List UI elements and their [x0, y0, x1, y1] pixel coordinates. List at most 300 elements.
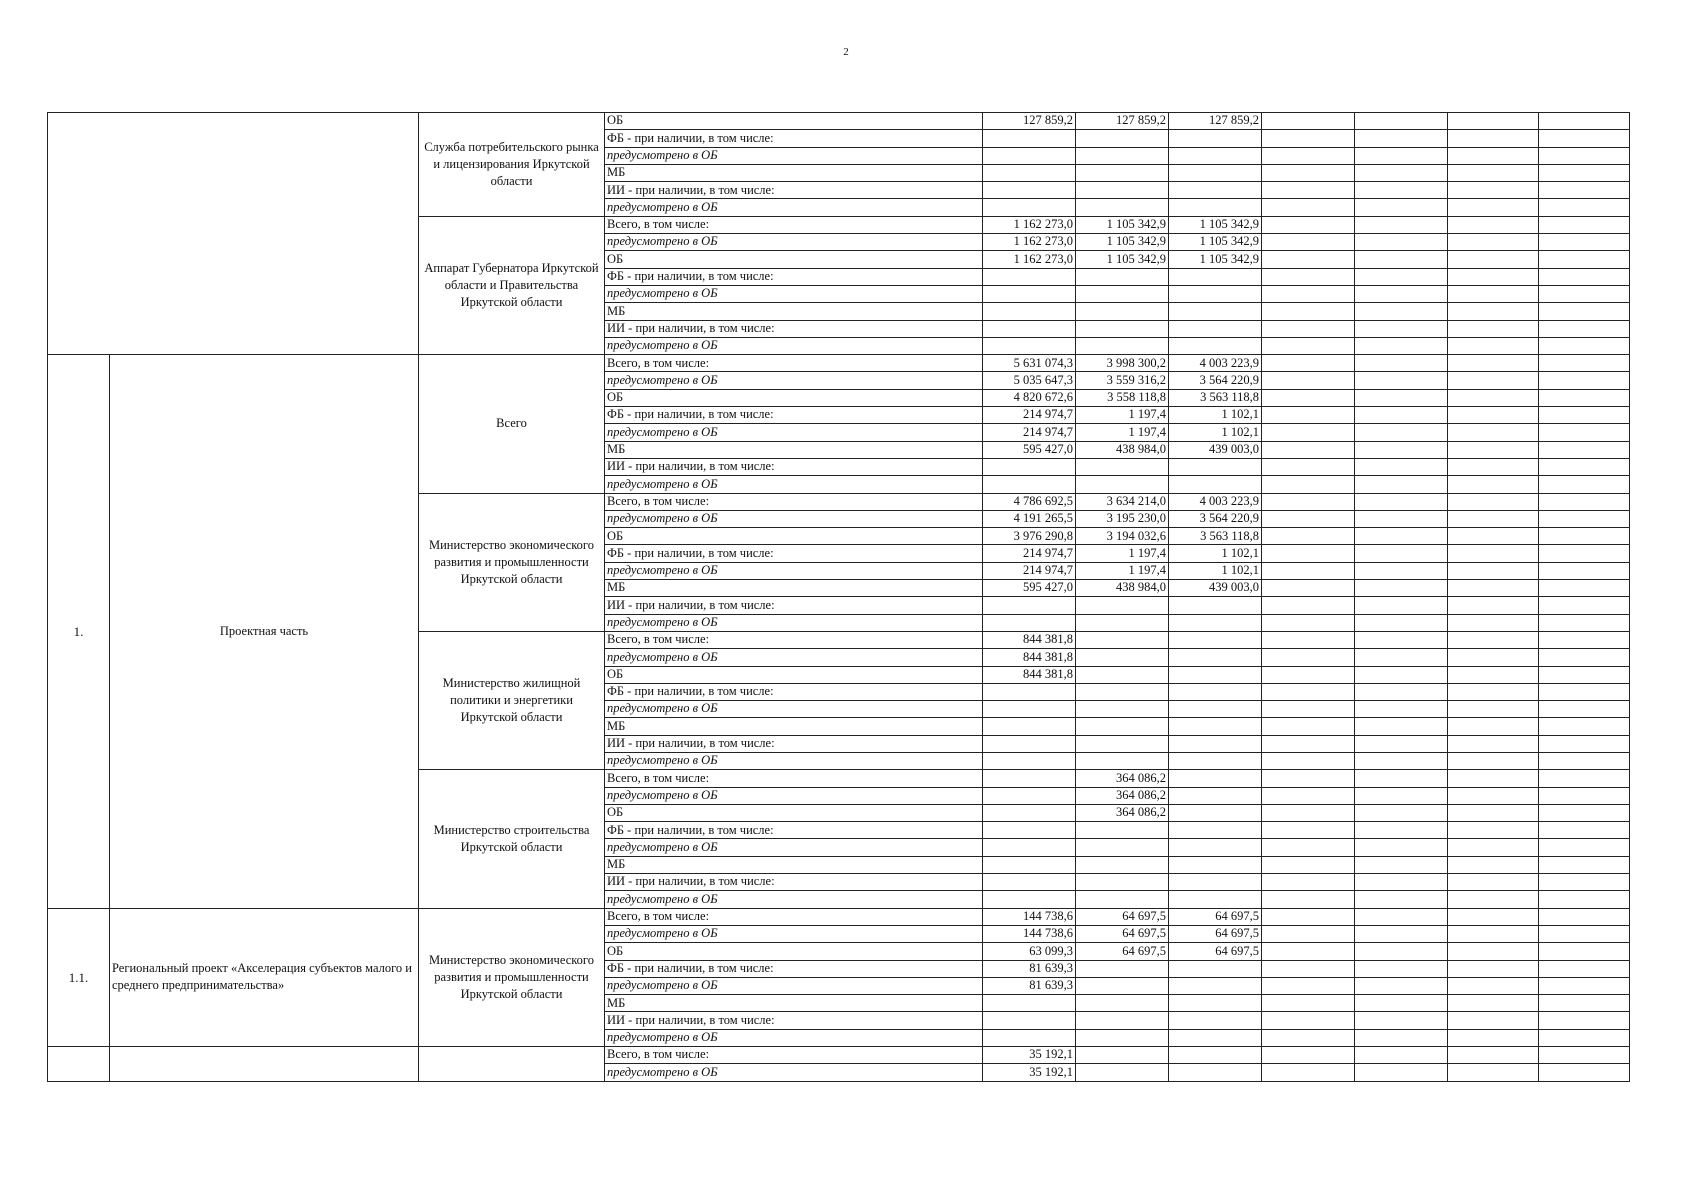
- empty-amount-cell: [1262, 839, 1355, 856]
- empty-amount-cell: [1448, 718, 1539, 735]
- funding-source: ФБ - при наличии, в том числе:: [605, 407, 983, 424]
- amount-cell: 5 035 647,3: [983, 372, 1076, 389]
- empty-amount-cell: [1262, 182, 1355, 199]
- amount-cell: [1169, 718, 1262, 735]
- empty-amount-cell: [1539, 891, 1630, 908]
- empty-amount-cell: [1448, 476, 1539, 493]
- amount-cell: [1169, 683, 1262, 700]
- empty-amount-cell: [1262, 666, 1355, 683]
- funding-source: предусмотрено в ОБ: [605, 337, 983, 354]
- empty-amount-cell: [1539, 251, 1630, 268]
- empty-amount-cell: [1448, 960, 1539, 977]
- empty-amount-cell: [1448, 580, 1539, 597]
- amount-cell: 1 197,4: [1076, 562, 1169, 579]
- empty-amount-cell: [1262, 891, 1355, 908]
- empty-amount-cell: [1355, 614, 1448, 631]
- empty-amount-cell: [1539, 874, 1630, 891]
- amount-cell: [1076, 476, 1169, 493]
- empty-amount-cell: [1539, 770, 1630, 787]
- empty-amount-cell: [1539, 441, 1630, 458]
- amount-cell: 5 631 074,3: [983, 355, 1076, 372]
- empty-amount-cell: [1262, 355, 1355, 372]
- empty-amount-cell: [1448, 320, 1539, 337]
- amount-cell: [1169, 822, 1262, 839]
- empty-amount-cell: [1448, 770, 1539, 787]
- empty-amount-cell: [1448, 337, 1539, 354]
- empty-amount-cell: [1448, 977, 1539, 994]
- empty-amount-cell: [1448, 804, 1539, 821]
- amount-cell: 63 099,3: [983, 943, 1076, 960]
- empty-amount-cell: [1355, 787, 1448, 804]
- amount-cell: [983, 891, 1076, 908]
- empty-amount-cell: [1355, 683, 1448, 700]
- amount-cell: [1169, 770, 1262, 787]
- empty-amount-cell: [1448, 113, 1539, 130]
- amount-cell: [1169, 891, 1262, 908]
- item-name: Проектная часть: [110, 355, 419, 909]
- amount-cell: 1 105 342,9: [1169, 216, 1262, 233]
- amount-cell: 4 003 223,9: [1169, 493, 1262, 510]
- amount-cell: 214 974,7: [983, 545, 1076, 562]
- empty-amount-cell: [1539, 355, 1630, 372]
- executor-name: Министерство жилищной политики и энергетики Иркутской области: [419, 631, 605, 769]
- amount-cell: 1 162 273,0: [983, 251, 1076, 268]
- empty-amount-cell: [1448, 1047, 1539, 1064]
- amount-cell: 1 162 273,0: [983, 234, 1076, 251]
- amount-cell: 844 381,8: [983, 666, 1076, 683]
- amount-cell: 1 162 273,0: [983, 216, 1076, 233]
- funding-source: предусмотрено в ОБ: [605, 234, 983, 251]
- empty-amount-cell: [1448, 1064, 1539, 1081]
- executor-name: Министерство экономического развития и промышленности Иркутской области: [419, 908, 605, 1046]
- amount-cell: [1076, 1047, 1169, 1064]
- empty-amount-cell: [1355, 1012, 1448, 1029]
- empty-amount-cell: [1448, 1012, 1539, 1029]
- empty-amount-cell: [1355, 182, 1448, 199]
- empty-amount-cell: [1355, 424, 1448, 441]
- empty-amount-cell: [1262, 303, 1355, 320]
- empty-amount-cell: [1448, 701, 1539, 718]
- amount-cell: [1076, 631, 1169, 648]
- empty-amount-cell: [1355, 199, 1448, 216]
- amount-cell: [1169, 199, 1262, 216]
- amount-cell: 1 105 342,9: [1169, 234, 1262, 251]
- empty-amount-cell: [1355, 995, 1448, 1012]
- executor-name: Служба потребительского рынка и лицензирования Иркутской области: [419, 113, 605, 217]
- funding-source: ИИ - при наличии, в том числе:: [605, 320, 983, 337]
- amount-cell: [1169, 164, 1262, 181]
- empty-amount-cell: [1262, 372, 1355, 389]
- amount-cell: [1169, 960, 1262, 977]
- amount-cell: 364 086,2: [1076, 787, 1169, 804]
- amount-cell: 144 738,6: [983, 925, 1076, 942]
- empty-amount-cell: [1539, 216, 1630, 233]
- amount-cell: [1076, 303, 1169, 320]
- amount-cell: 4 786 692,5: [983, 493, 1076, 510]
- amount-cell: 364 086,2: [1076, 770, 1169, 787]
- funding-source: МБ: [605, 441, 983, 458]
- funding-source: предусмотрено в ОБ: [605, 372, 983, 389]
- empty-amount-cell: [1355, 977, 1448, 994]
- amount-cell: [1169, 182, 1262, 199]
- empty-amount-cell: [1355, 701, 1448, 718]
- amount-cell: 439 003,0: [1169, 580, 1262, 597]
- empty-amount-cell: [1262, 164, 1355, 181]
- funding-source: Всего, в том числе:: [605, 1047, 983, 1064]
- empty-amount-cell: [1539, 839, 1630, 856]
- empty-amount-cell: [1539, 580, 1630, 597]
- empty-amount-cell: [1355, 1047, 1448, 1064]
- amount-cell: [983, 1012, 1076, 1029]
- empty-amount-cell: [1262, 822, 1355, 839]
- empty-amount-cell: [1539, 476, 1630, 493]
- amount-cell: 1 102,1: [1169, 545, 1262, 562]
- empty-amount-cell: [1448, 562, 1539, 579]
- amount-cell: 4 191 265,5: [983, 510, 1076, 527]
- funding-source: ОБ: [605, 528, 983, 545]
- funding-source: МБ: [605, 718, 983, 735]
- empty-amount-cell: [1448, 822, 1539, 839]
- empty-amount-cell: [1539, 407, 1630, 424]
- empty-amount-cell: [1355, 856, 1448, 873]
- empty-amount-cell: [1539, 735, 1630, 752]
- funding-source: ИИ - при наличии, в том числе:: [605, 458, 983, 475]
- empty-amount-cell: [1355, 597, 1448, 614]
- amount-cell: [1169, 874, 1262, 891]
- empty-amount-cell: [1262, 735, 1355, 752]
- empty-amount-cell: [1539, 510, 1630, 527]
- empty-amount-cell: [1448, 649, 1539, 666]
- empty-amount-cell: [1355, 1029, 1448, 1046]
- funding-source: ИИ - при наличии, в том числе:: [605, 874, 983, 891]
- empty-amount-cell: [1539, 752, 1630, 769]
- empty-amount-cell: [1448, 943, 1539, 960]
- empty-amount-cell: [1355, 631, 1448, 648]
- amount-cell: [1076, 164, 1169, 181]
- empty-amount-cell: [1448, 683, 1539, 700]
- empty-amount-cell: [1539, 147, 1630, 164]
- empty-amount-cell: [1355, 355, 1448, 372]
- empty-amount-cell: [1262, 268, 1355, 285]
- empty-amount-cell: [1539, 1012, 1630, 1029]
- empty-amount-cell: [1539, 960, 1630, 977]
- executor-name: [419, 1047, 605, 1082]
- funding-source: Всего, в том числе:: [605, 493, 983, 510]
- amount-cell: 3 976 290,8: [983, 528, 1076, 545]
- empty-amount-cell: [1539, 804, 1630, 821]
- funding-source: ФБ - при наличии, в том числе:: [605, 683, 983, 700]
- empty-amount-cell: [1355, 874, 1448, 891]
- amount-cell: [1076, 701, 1169, 718]
- empty-amount-cell: [1262, 389, 1355, 406]
- amount-cell: [1076, 995, 1169, 1012]
- amount-cell: [1076, 614, 1169, 631]
- funding-source: предусмотрено в ОБ: [605, 614, 983, 631]
- amount-cell: [983, 839, 1076, 856]
- empty-amount-cell: [1448, 130, 1539, 147]
- empty-amount-cell: [1262, 597, 1355, 614]
- funding-source: МБ: [605, 856, 983, 873]
- empty-amount-cell: [1539, 493, 1630, 510]
- amount-cell: [983, 268, 1076, 285]
- empty-amount-cell: [1355, 666, 1448, 683]
- empty-amount-cell: [1448, 891, 1539, 908]
- empty-amount-cell: [1539, 925, 1630, 942]
- empty-amount-cell: [1262, 251, 1355, 268]
- amount-cell: 64 697,5: [1169, 908, 1262, 925]
- amount-cell: [983, 130, 1076, 147]
- empty-amount-cell: [1539, 164, 1630, 181]
- empty-amount-cell: [1355, 891, 1448, 908]
- empty-amount-cell: [1448, 752, 1539, 769]
- amount-cell: 1 197,4: [1076, 424, 1169, 441]
- amount-cell: 595 427,0: [983, 580, 1076, 597]
- item-name: Региональный проект «Акселерация субъектов малого и среднего предпринимательства»: [110, 908, 419, 1046]
- empty-amount-cell: [1448, 147, 1539, 164]
- empty-amount-cell: [1448, 424, 1539, 441]
- empty-amount-cell: [1262, 856, 1355, 873]
- funding-source: предусмотрено в ОБ: [605, 701, 983, 718]
- empty-amount-cell: [1448, 268, 1539, 285]
- amount-cell: [1169, 1029, 1262, 1046]
- amount-cell: 35 192,1: [983, 1064, 1076, 1081]
- empty-amount-cell: [1448, 528, 1539, 545]
- empty-amount-cell: [1355, 337, 1448, 354]
- amount-cell: [1169, 995, 1262, 1012]
- empty-amount-cell: [1448, 925, 1539, 942]
- amount-cell: [1169, 337, 1262, 354]
- amount-cell: [1076, 199, 1169, 216]
- amount-cell: 3 559 316,2: [1076, 372, 1169, 389]
- budget-table: [47, 112, 1630, 1082]
- amount-cell: 127 859,2: [1076, 113, 1169, 130]
- amount-cell: 3 998 300,2: [1076, 355, 1169, 372]
- amount-cell: [1169, 839, 1262, 856]
- amount-cell: 1 105 342,9: [1076, 216, 1169, 233]
- empty-amount-cell: [1355, 407, 1448, 424]
- empty-amount-cell: [1448, 545, 1539, 562]
- empty-amount-cell: [1539, 562, 1630, 579]
- amount-cell: [1076, 1029, 1169, 1046]
- amount-cell: 4 820 672,6: [983, 389, 1076, 406]
- empty-amount-cell: [1448, 614, 1539, 631]
- amount-cell: 1 105 342,9: [1169, 251, 1262, 268]
- empty-amount-cell: [1355, 164, 1448, 181]
- empty-amount-cell: [1355, 718, 1448, 735]
- empty-amount-cell: [1355, 130, 1448, 147]
- amount-cell: 438 984,0: [1076, 441, 1169, 458]
- amount-cell: [983, 735, 1076, 752]
- amount-cell: [983, 856, 1076, 873]
- empty-amount-cell: [1355, 528, 1448, 545]
- empty-amount-cell: [1448, 458, 1539, 475]
- empty-amount-cell: [1448, 908, 1539, 925]
- amount-cell: 127 859,2: [1169, 113, 1262, 130]
- amount-cell: [1169, 977, 1262, 994]
- amount-cell: [983, 683, 1076, 700]
- empty-amount-cell: [1262, 908, 1355, 925]
- funding-source: предусмотрено в ОБ: [605, 925, 983, 942]
- empty-amount-cell: [1448, 631, 1539, 648]
- amount-cell: [983, 285, 1076, 302]
- empty-amount-cell: [1262, 130, 1355, 147]
- empty-amount-cell: [1355, 441, 1448, 458]
- amount-cell: [983, 147, 1076, 164]
- funding-source: Всего, в том числе:: [605, 908, 983, 925]
- amount-cell: [983, 303, 1076, 320]
- empty-amount-cell: [1262, 752, 1355, 769]
- table-row: [48, 113, 1630, 130]
- amount-cell: [1076, 822, 1169, 839]
- empty-amount-cell: [1262, 580, 1355, 597]
- empty-amount-cell: [1448, 787, 1539, 804]
- amount-cell: [983, 182, 1076, 199]
- empty-amount-cell: [1539, 614, 1630, 631]
- amount-cell: [1169, 1047, 1262, 1064]
- empty-amount-cell: [1262, 476, 1355, 493]
- amount-cell: [983, 804, 1076, 821]
- amount-cell: [1169, 787, 1262, 804]
- amount-cell: [1169, 268, 1262, 285]
- amount-cell: 3 563 118,8: [1169, 528, 1262, 545]
- funding-source: предусмотрено в ОБ: [605, 1064, 983, 1081]
- amount-cell: [983, 718, 1076, 735]
- amount-cell: 64 697,5: [1169, 943, 1262, 960]
- amount-cell: 64 697,5: [1076, 908, 1169, 925]
- empty-amount-cell: [1539, 303, 1630, 320]
- amount-cell: [1076, 320, 1169, 337]
- funding-source: Всего, в том числе:: [605, 631, 983, 648]
- empty-amount-cell: [1448, 251, 1539, 268]
- amount-cell: [983, 614, 1076, 631]
- empty-amount-cell: [1448, 216, 1539, 233]
- empty-amount-cell: [1539, 389, 1630, 406]
- empty-amount-cell: [1539, 649, 1630, 666]
- empty-amount-cell: [1539, 995, 1630, 1012]
- empty-amount-cell: [1355, 943, 1448, 960]
- empty-amount-cell: [1448, 355, 1539, 372]
- funding-source: ИИ - при наличии, в том числе:: [605, 182, 983, 199]
- empty-amount-cell: [1262, 147, 1355, 164]
- amount-cell: [1169, 666, 1262, 683]
- empty-amount-cell: [1262, 874, 1355, 891]
- empty-amount-cell: [1355, 804, 1448, 821]
- empty-amount-cell: [1262, 1029, 1355, 1046]
- empty-amount-cell: [1355, 822, 1448, 839]
- amount-cell: [1169, 458, 1262, 475]
- funding-source: предусмотрено в ОБ: [605, 1029, 983, 1046]
- empty-amount-cell: [1448, 493, 1539, 510]
- empty-amount-cell: [1262, 234, 1355, 251]
- empty-amount-cell: [1448, 372, 1539, 389]
- empty-amount-cell: [1539, 337, 1630, 354]
- funding-source: МБ: [605, 995, 983, 1012]
- amount-cell: [1076, 735, 1169, 752]
- amount-cell: [983, 320, 1076, 337]
- funding-source: ФБ - при наличии, в том числе:: [605, 960, 983, 977]
- budget-table-body: [48, 113, 1630, 1082]
- empty-amount-cell: [1539, 1047, 1630, 1064]
- empty-amount-cell: [1355, 234, 1448, 251]
- empty-amount-cell: [1355, 545, 1448, 562]
- empty-amount-cell: [1355, 562, 1448, 579]
- amount-cell: [1076, 977, 1169, 994]
- empty-amount-cell: [1262, 614, 1355, 631]
- amount-cell: [983, 701, 1076, 718]
- funding-source: предусмотрено в ОБ: [605, 977, 983, 994]
- empty-amount-cell: [1539, 666, 1630, 683]
- amount-cell: 439 003,0: [1169, 441, 1262, 458]
- funding-source: предусмотрено в ОБ: [605, 476, 983, 493]
- empty-amount-cell: [1539, 199, 1630, 216]
- amount-cell: 1 102,1: [1169, 424, 1262, 441]
- amount-cell: [983, 770, 1076, 787]
- empty-amount-cell: [1539, 545, 1630, 562]
- empty-amount-cell: [1262, 701, 1355, 718]
- funding-source: ФБ - при наличии, в том числе:: [605, 822, 983, 839]
- empty-amount-cell: [1539, 822, 1630, 839]
- amount-cell: 81 639,3: [983, 960, 1076, 977]
- funding-source: ИИ - при наличии, в том числе:: [605, 597, 983, 614]
- empty-amount-cell: [1262, 216, 1355, 233]
- item-number: [48, 1047, 110, 1082]
- amount-cell: [1076, 683, 1169, 700]
- empty-amount-cell: [1355, 493, 1448, 510]
- executor-name: Аппарат Губернатора Иркутской области и Правительства Иркутской области: [419, 216, 605, 354]
- continuation-cell: [48, 113, 419, 355]
- funding-source: ИИ - при наличии, в том числе:: [605, 735, 983, 752]
- amount-cell: [1076, 337, 1169, 354]
- empty-amount-cell: [1355, 908, 1448, 925]
- empty-amount-cell: [1262, 1047, 1355, 1064]
- amount-cell: [1076, 752, 1169, 769]
- amount-cell: 214 974,7: [983, 407, 1076, 424]
- amount-cell: [983, 787, 1076, 804]
- amount-cell: [1076, 182, 1169, 199]
- amount-cell: [1169, 701, 1262, 718]
- empty-amount-cell: [1262, 804, 1355, 821]
- empty-amount-cell: [1448, 234, 1539, 251]
- empty-amount-cell: [1262, 545, 1355, 562]
- amount-cell: 127 859,2: [983, 113, 1076, 130]
- funding-source: ОБ: [605, 251, 983, 268]
- funding-source: предусмотрено в ОБ: [605, 562, 983, 579]
- empty-amount-cell: [1262, 1012, 1355, 1029]
- empty-amount-cell: [1539, 977, 1630, 994]
- empty-amount-cell: [1448, 510, 1539, 527]
- funding-source: МБ: [605, 164, 983, 181]
- empty-amount-cell: [1355, 839, 1448, 856]
- empty-amount-cell: [1539, 285, 1630, 302]
- empty-amount-cell: [1355, 770, 1448, 787]
- empty-amount-cell: [1262, 943, 1355, 960]
- empty-amount-cell: [1539, 458, 1630, 475]
- amount-cell: 3 564 220,9: [1169, 510, 1262, 527]
- amount-cell: 1 102,1: [1169, 407, 1262, 424]
- funding-source: предусмотрено в ОБ: [605, 510, 983, 527]
- empty-amount-cell: [1539, 528, 1630, 545]
- empty-amount-cell: [1355, 649, 1448, 666]
- amount-cell: [983, 995, 1076, 1012]
- empty-amount-cell: [1262, 528, 1355, 545]
- empty-amount-cell: [1448, 666, 1539, 683]
- amount-cell: [1076, 285, 1169, 302]
- empty-amount-cell: [1262, 199, 1355, 216]
- empty-amount-cell: [1262, 337, 1355, 354]
- amount-cell: [983, 458, 1076, 475]
- empty-amount-cell: [1539, 130, 1630, 147]
- funding-source: Всего, в том числе:: [605, 770, 983, 787]
